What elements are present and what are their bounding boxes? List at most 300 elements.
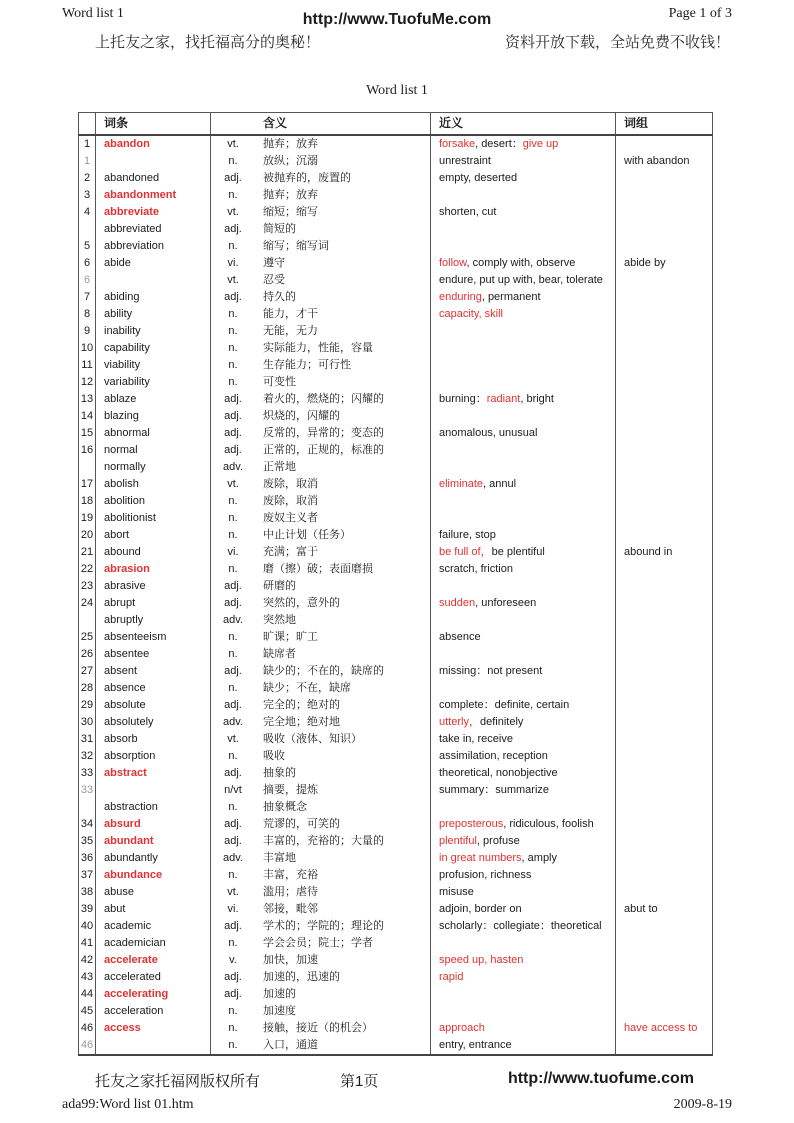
meaning-text: 加速的，迅速的 — [263, 971, 340, 983]
row-number: 21 — [78, 544, 95, 561]
phrase-cell — [615, 340, 713, 357]
table-row — [78, 527, 713, 544]
meaning-cell — [210, 408, 430, 425]
phrase-cell — [615, 425, 713, 442]
meaning-cell — [210, 425, 430, 442]
meaning-text: 完全的；绝对的 — [263, 699, 340, 711]
row-number: 28 — [78, 680, 95, 697]
meaning-cell — [210, 204, 430, 221]
word-cell: abolitionist — [95, 510, 210, 527]
meaning-cell — [210, 714, 430, 731]
table-row — [78, 493, 713, 510]
meaning-text: 突然地 — [263, 614, 296, 626]
synonym-cell — [430, 986, 615, 1003]
synonym-segment: , profuse — [476, 835, 520, 847]
synonym-segment: be full of， — [439, 546, 492, 558]
synonym-cell — [430, 884, 615, 901]
synonym-segment: utterly， — [439, 716, 480, 728]
meaning-text: 丰富地 — [263, 852, 296, 864]
row-number: 10 — [78, 340, 95, 357]
footer-url-link[interactable]: http://www.tuofume.com — [507, 1070, 694, 1087]
synonym-segment: preposterous — [439, 818, 504, 830]
part-of-speech: adj. — [224, 818, 242, 830]
synonym-cell — [430, 510, 615, 527]
part-of-speech: vt. — [227, 886, 239, 898]
row-number: 40 — [78, 918, 95, 935]
part-of-speech: n. — [228, 1022, 238, 1034]
row-number: 13 — [78, 391, 95, 408]
phrase-cell — [615, 1037, 713, 1054]
table-row — [78, 510, 713, 527]
meaning-cell — [210, 1037, 430, 1054]
synonym-cell — [430, 867, 615, 884]
meaning-text: 研磨的 — [263, 580, 296, 592]
synonym-segment: forsake — [439, 138, 476, 150]
phrase-cell — [615, 408, 713, 425]
synonym-cell — [430, 170, 615, 187]
synonym-segment: follow — [439, 257, 467, 269]
synonym-cell — [430, 476, 615, 493]
row-number: 1 — [78, 153, 95, 170]
header-number-cell — [78, 113, 95, 134]
row-number: 39 — [78, 901, 95, 918]
part-of-speech: vt. — [227, 206, 239, 218]
word-cell: abbreviated — [95, 221, 210, 238]
meaning-text: 邻接，毗邻 — [263, 903, 318, 915]
part-of-speech: n. — [228, 937, 238, 949]
row-number: 18 — [78, 493, 95, 510]
synonym-cell — [430, 612, 615, 629]
table-row — [78, 187, 713, 204]
synonym-cell — [430, 544, 615, 561]
phrase-cell: have access to — [615, 1020, 713, 1037]
word-cell — [95, 272, 210, 289]
synonym-segment: scholarly：collegiate：theoretical — [439, 920, 602, 932]
synonym-segment: endure, put up with, bear, tolerate — [439, 274, 603, 286]
phrase-cell — [615, 170, 713, 187]
synonym-segment: unrestraint — [439, 155, 491, 167]
word-cell: capability — [95, 340, 210, 357]
word-cell: abolish — [95, 476, 210, 493]
table-row — [78, 816, 713, 833]
phrase-cell — [615, 748, 713, 765]
table-row — [78, 850, 713, 867]
word-cell: absentee — [95, 646, 210, 663]
part-of-speech: adj. — [224, 597, 242, 609]
meaning-cell — [210, 510, 430, 527]
header-phrase-cell: 词组 — [615, 113, 713, 134]
phrase-cell — [615, 442, 713, 459]
footer-copyright: 托友之家托福网版权所有 — [95, 1073, 261, 1090]
phrase-cell — [615, 323, 713, 340]
table-row — [78, 153, 713, 170]
footer-page-number: 第1页 — [340, 1073, 379, 1090]
meaning-cell — [210, 1003, 430, 1020]
part-of-speech: n. — [228, 495, 238, 507]
meaning-text: 生存能力；可行性 — [263, 359, 351, 371]
word-cell: abuse — [95, 884, 210, 901]
row-number: 14 — [78, 408, 95, 425]
meaning-text: 旷课；旷工 — [263, 631, 318, 643]
word-cell: absolutely — [95, 714, 210, 731]
part-of-speech: adv. — [223, 716, 243, 728]
meaning-text: 无能，无力 — [263, 325, 318, 337]
phrase-cell — [615, 510, 713, 527]
meaning-cell — [210, 901, 430, 918]
synonym-segment: absence — [439, 631, 481, 643]
phrase-cell — [615, 969, 713, 986]
table-row — [78, 731, 713, 748]
meaning-cell — [210, 544, 430, 561]
meaning-text: 丰富，充裕 — [263, 869, 318, 881]
word-cell: abort — [95, 527, 210, 544]
part-of-speech: vt. — [227, 138, 239, 150]
meaning-cell — [210, 867, 430, 884]
synonym-cell — [430, 731, 615, 748]
synonym-segment: radiant — [486, 393, 521, 405]
synonym-cell — [430, 357, 615, 374]
part-of-speech: adj. — [224, 580, 242, 592]
word-cell: absurd — [95, 816, 210, 833]
table-row — [78, 952, 713, 969]
meaning-text: 学会会员；院士；学者 — [263, 937, 373, 949]
part-of-speech: n/vt — [224, 784, 242, 796]
meaning-text: 充满；富于 — [263, 546, 318, 558]
row-number: 27 — [78, 663, 95, 680]
phrase-cell — [615, 935, 713, 952]
row-number: 4 — [78, 204, 95, 221]
synonym-cell — [430, 306, 615, 323]
synonym-cell — [430, 136, 615, 153]
meaning-text: 滥用；虐待 — [263, 886, 318, 898]
meaning-text: 荒谬的，可笑的 — [263, 818, 340, 830]
meaning-cell — [210, 697, 430, 714]
part-of-speech: n. — [228, 682, 238, 694]
synonym-cell — [430, 816, 615, 833]
phrase-cell — [615, 561, 713, 578]
row-number: 26 — [78, 646, 95, 663]
synonym-cell — [430, 629, 615, 646]
row-number: 32 — [78, 748, 95, 765]
meaning-cell — [210, 170, 430, 187]
part-of-speech: n. — [228, 189, 238, 201]
word-cell: absorption — [95, 748, 210, 765]
synonym-cell — [430, 765, 615, 782]
row-number: 23 — [78, 578, 95, 595]
table-row — [78, 442, 713, 459]
meaning-cell — [210, 357, 430, 374]
table-row — [78, 918, 713, 935]
part-of-speech: vi. — [227, 546, 239, 558]
part-of-speech: n. — [228, 325, 238, 337]
word-cell: absent — [95, 663, 210, 680]
word-cell: absence — [95, 680, 210, 697]
row-number: 20 — [78, 527, 95, 544]
word-cell: abandonment — [95, 187, 210, 204]
synonym-cell — [430, 1020, 615, 1037]
synonym-segment: eliminate — [439, 478, 484, 490]
synonym-cell — [430, 561, 615, 578]
synonym-segment: missing：not present — [439, 665, 543, 677]
meaning-cell — [210, 850, 430, 867]
table-row — [78, 238, 713, 255]
part-of-speech: vt. — [227, 274, 239, 286]
phrase-cell — [615, 782, 713, 799]
phrase-cell — [615, 765, 713, 782]
meaning-cell — [210, 153, 430, 170]
phrase-cell — [615, 357, 713, 374]
meaning-cell — [210, 765, 430, 782]
part-of-speech: adj. — [224, 410, 242, 422]
row-number — [78, 612, 95, 629]
meaning-text: 吸收（液体、知识） — [263, 733, 362, 745]
meaning-text: 实际能力，性能，容量 — [263, 342, 373, 354]
row-number: 1 — [78, 136, 95, 153]
synonym-cell — [430, 323, 615, 340]
table-row — [78, 680, 713, 697]
row-number: 2 — [78, 170, 95, 187]
synonym-segment: plentiful — [439, 835, 477, 847]
table-row — [78, 629, 713, 646]
phrase-cell — [615, 663, 713, 680]
table-row — [78, 799, 713, 816]
meaning-cell — [210, 969, 430, 986]
meaning-cell — [210, 884, 430, 901]
synonym-segment: rapid — [439, 971, 464, 983]
part-of-speech: n. — [228, 750, 238, 762]
synonym-cell — [430, 493, 615, 510]
meaning-cell — [210, 187, 430, 204]
synonym-cell — [430, 663, 615, 680]
word-cell: abrasive — [95, 578, 210, 595]
meaning-text: 接触，接近（的机会） — [263, 1022, 373, 1034]
synonym-segment: , bright — [520, 393, 554, 405]
meaning-text: 吸收 — [263, 750, 285, 762]
phrase-cell — [615, 799, 713, 816]
row-number: 41 — [78, 935, 95, 952]
meaning-cell — [210, 612, 430, 629]
part-of-speech: n. — [228, 342, 238, 354]
synonym-cell — [430, 901, 615, 918]
word-cell: accelerated — [95, 969, 210, 986]
part-of-speech: n. — [228, 240, 238, 252]
meaning-text: 被抛弃的，废置的 — [263, 172, 351, 184]
meaning-cell — [210, 595, 430, 612]
table-row — [78, 884, 713, 901]
meaning-text: 缺少的；不在的，缺席的 — [263, 665, 384, 677]
part-of-speech: vt. — [227, 478, 239, 490]
synonym-segment: , annul — [483, 478, 517, 490]
synonym-cell — [430, 204, 615, 221]
phrase-cell — [615, 493, 713, 510]
meaning-cell — [210, 272, 430, 289]
part-of-speech: adv. — [223, 852, 243, 864]
word-cell: abruptly — [95, 612, 210, 629]
part-of-speech: adj. — [224, 172, 242, 184]
meaning-text: 缩短；缩写 — [263, 206, 318, 218]
row-number: 42 — [78, 952, 95, 969]
synonym-cell — [430, 1037, 615, 1054]
table-row — [78, 340, 713, 357]
header-url-link[interactable]: http://www.TuofuMe.com — [302, 11, 492, 28]
phrase-cell — [615, 629, 713, 646]
table-row — [78, 374, 713, 391]
meaning-cell — [210, 833, 430, 850]
header-subtitle — [95, 31, 730, 52]
table-row — [78, 578, 713, 595]
part-of-speech: vi. — [227, 903, 239, 915]
phrase-cell — [615, 391, 713, 408]
synonym-cell — [430, 578, 615, 595]
meaning-cell — [210, 323, 430, 340]
meaning-cell — [210, 493, 430, 510]
meaning-text: 正常地 — [263, 461, 296, 473]
meaning-text: 炽烧的，闪耀的 — [263, 410, 340, 422]
word-cell: abandoned — [95, 170, 210, 187]
word-cell: acceleration — [95, 1003, 210, 1020]
table-row — [78, 221, 713, 238]
meaning-text: 丰富的，充裕的；大量的 — [263, 835, 384, 847]
synonym-segment: take in, receive — [439, 733, 513, 745]
meaning-text: 忍受 — [263, 274, 285, 286]
meaning-text: 放纵；沉溺 — [263, 155, 318, 167]
meaning-cell — [210, 935, 430, 952]
phrase-cell — [615, 646, 713, 663]
table-row — [78, 867, 713, 884]
meaning-text: 废奴主义者 — [263, 512, 318, 524]
table-row — [78, 408, 713, 425]
meaning-text: 加速的 — [263, 988, 296, 1000]
phrase-cell — [615, 952, 713, 969]
word-cell: abstraction — [95, 799, 210, 816]
meaning-text: 磨（擦）破；表面磨损 — [263, 563, 373, 575]
synonym-segment: anomalous, unusual — [439, 427, 538, 439]
word-cell: abundantly — [95, 850, 210, 867]
synonym-segment: misuse — [439, 886, 474, 898]
table-row — [78, 765, 713, 782]
table-row — [78, 646, 713, 663]
word-cell: viability — [95, 357, 210, 374]
part-of-speech: n. — [228, 529, 238, 541]
row-number: 7 — [78, 289, 95, 306]
phrase-cell — [615, 204, 713, 221]
synonym-segment: speed up, hasten — [439, 954, 524, 966]
word-cell: variability — [95, 374, 210, 391]
table-row — [78, 357, 713, 374]
table-row — [78, 136, 713, 153]
word-cell: accelerate — [95, 952, 210, 969]
table-row — [78, 272, 713, 289]
row-number: 38 — [78, 884, 95, 901]
word-cell: normal — [95, 442, 210, 459]
table-row — [78, 595, 713, 612]
meaning-text: 可变性 — [263, 376, 296, 388]
synonym-segment: approach — [439, 1022, 485, 1034]
table-row — [78, 170, 713, 187]
row-number: 43 — [78, 969, 95, 986]
row-number — [78, 799, 95, 816]
phrase-cell — [615, 221, 713, 238]
meaning-text: 完全地；绝对地 — [263, 716, 340, 728]
word-cell: accelerating — [95, 986, 210, 1003]
row-number: 33 — [78, 782, 95, 799]
part-of-speech: adj. — [224, 699, 242, 711]
synonym-segment: , unforeseen — [475, 597, 537, 609]
word-cell: abolition — [95, 493, 210, 510]
word-cell: absolute — [95, 697, 210, 714]
meaning-text: 抽象的 — [263, 767, 296, 779]
phrase-cell — [615, 187, 713, 204]
word-table-body — [78, 136, 713, 1054]
synonym-cell — [430, 255, 615, 272]
phrase-cell — [615, 374, 713, 391]
table-row — [78, 714, 713, 731]
word-cell: ability — [95, 306, 210, 323]
meaning-cell — [210, 391, 430, 408]
synonym-cell — [430, 374, 615, 391]
row-number: 45 — [78, 1003, 95, 1020]
meaning-cell — [210, 459, 430, 476]
synonym-segment: definitely — [479, 716, 524, 728]
synonym-segment: capacity, skill — [439, 308, 503, 320]
phrase-cell — [615, 816, 713, 833]
phrase-cell: abut to — [615, 901, 713, 918]
row-number: 37 — [78, 867, 95, 884]
row-number: 46 — [78, 1020, 95, 1037]
part-of-speech: adj. — [224, 223, 242, 235]
synonym-cell — [430, 153, 615, 170]
word-cell: abandon — [95, 136, 210, 153]
word-cell: blazing — [95, 408, 210, 425]
synonym-segment: assimilation, reception — [439, 750, 548, 762]
table-row — [78, 1037, 713, 1054]
row-number: 46 — [78, 1037, 95, 1054]
word-cell — [95, 153, 210, 170]
phrase-cell — [615, 833, 713, 850]
row-number — [78, 221, 95, 238]
row-number: 3 — [78, 187, 95, 204]
part-of-speech: n. — [228, 308, 238, 320]
word-cell: ablaze — [95, 391, 210, 408]
synonym-cell — [430, 952, 615, 969]
meaning-text: 能力，才干 — [263, 308, 318, 320]
footer-file-name: ada99:Word list 01.htm — [62, 1097, 194, 1112]
part-of-speech: n. — [228, 648, 238, 660]
table-row — [78, 544, 713, 561]
word-cell: abut — [95, 901, 210, 918]
row-number: 8 — [78, 306, 95, 323]
part-of-speech: adj. — [224, 971, 242, 983]
phrase-cell — [615, 612, 713, 629]
meaning-cell — [210, 816, 430, 833]
synonym-segment: in great numbers — [439, 852, 522, 864]
meaning-cell — [210, 289, 430, 306]
word-cell — [95, 1037, 210, 1054]
synonym-cell — [430, 289, 615, 306]
phrase-cell — [615, 578, 713, 595]
phrase-cell — [615, 884, 713, 901]
row-number: 12 — [78, 374, 95, 391]
part-of-speech: v. — [229, 954, 237, 966]
synonym-cell — [430, 935, 615, 952]
part-of-speech: vt. — [227, 733, 239, 745]
row-number: 36 — [78, 850, 95, 867]
part-of-speech: n. — [228, 631, 238, 643]
table-row — [78, 969, 713, 986]
part-of-speech: n. — [228, 1005, 238, 1017]
synonym-cell — [430, 391, 615, 408]
row-number: 19 — [78, 510, 95, 527]
